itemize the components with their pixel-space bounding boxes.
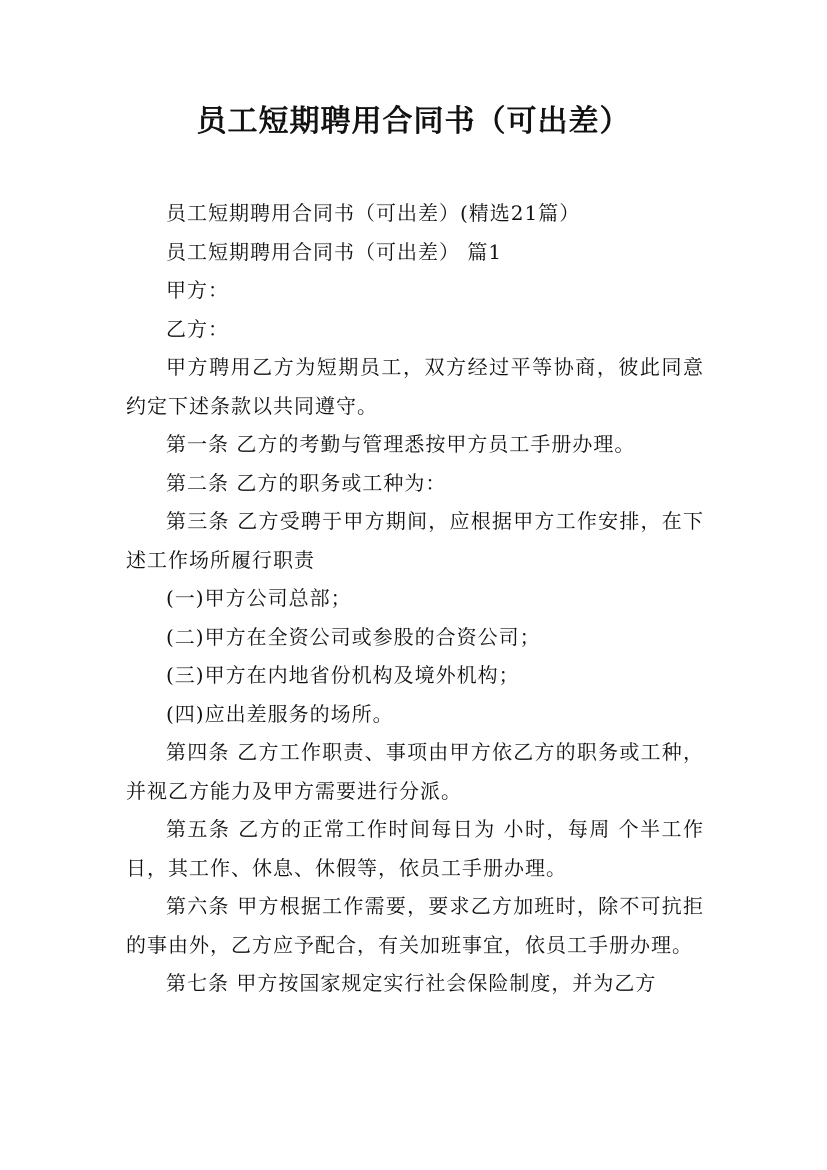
paragraph-subtitle: 员工短期聘用合同书（可出差）(精选21篇） xyxy=(166,201,581,225)
page-title: 员工短期聘用合同书（可出差） xyxy=(196,104,631,139)
paragraph-article-5: 第五条 乙方的正常工作时间每日为 小时，每周 个半工作日，其工作、休息、休假等，依员工手册办理。 xyxy=(126,817,704,880)
paragraph-item-3: (三)甲方在内地省份机构及境外机构； xyxy=(166,663,520,687)
paragraph-item-1: (一)甲方公司总部； xyxy=(166,586,352,610)
paragraph-section-heading: 员工短期聘用合同书（可出差） 篇1 xyxy=(166,239,503,264)
paragraph-article-7: 第七条 甲方按国家规定实行社会保险制度，并为乙方 xyxy=(166,971,657,995)
paragraph-item-4: (四)应出差服务的场所。 xyxy=(166,701,394,726)
paragraph-item-2: (二)甲方在全资公司或参股的合资公司； xyxy=(166,624,541,649)
paragraph-intro: 甲方聘用乙方为短期员工，双方经过平等协商，彼此同意约定下述条款以共同遵守。 xyxy=(126,355,704,418)
paragraph-article-1: 第一条 乙方的考勤与管理悉按甲方员工手册办理。 xyxy=(166,432,636,456)
paragraph-party-b: 乙方： xyxy=(166,316,229,341)
paragraph-article-6: 第六条 甲方根据工作需要，要求乙方加班时，除不可抗拒的事由外，乙方应予配合，有关加班事宜，依员工手册办理。 xyxy=(126,894,704,957)
paragraph-article-3: 第三条 乙方受聘于甲方期间，应根据甲方工作安排，在下述工作场所履行职责 xyxy=(126,509,704,572)
paragraph-article-4: 第四条 乙方工作职责、事项由甲方依乙方的职务或工种，并视乙方能力及甲方需要进行分派。 xyxy=(126,740,704,803)
paragraph-party-a: 甲方： xyxy=(166,278,229,302)
document-body xyxy=(126,194,704,1003)
paragraph-article-2: 第二条 乙方的职务或工种为： xyxy=(166,470,447,495)
